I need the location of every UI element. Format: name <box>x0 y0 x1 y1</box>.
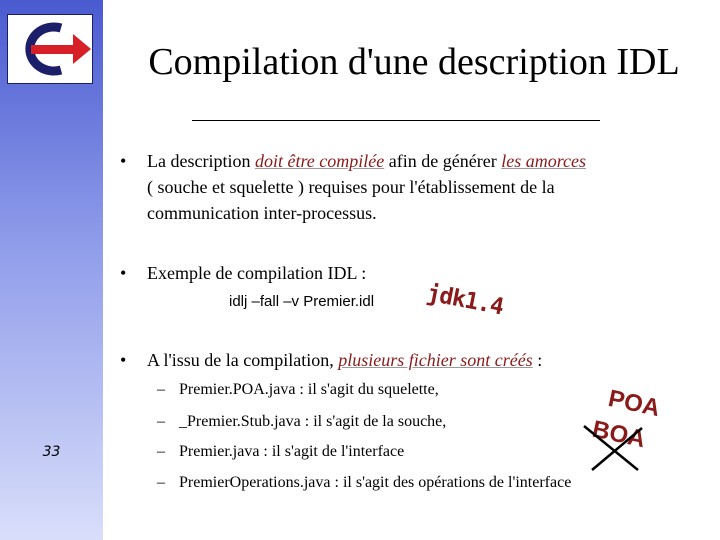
sub-marker: – <box>157 381 165 398</box>
emphasis-text: les amorces <box>501 151 587 171</box>
bullet-1-text <box>147 148 586 226</box>
bullet-1-text-part: afin de générer <box>384 151 502 171</box>
sub-item-text: Premier.java : il s'agit de l'interface <box>179 443 405 460</box>
emphasis-text: doit être compilée <box>254 151 385 171</box>
sidebar-band <box>0 0 103 540</box>
bullet-marker: • <box>120 350 127 370</box>
bullet-2-text: Exemple de compilation IDL : <box>147 263 367 283</box>
sub-marker: – <box>157 443 165 460</box>
strike-cross-icon <box>578 416 648 476</box>
bullet-1-line-2: ( souche et squelette ) requises pour l'établissement de la <box>147 177 555 197</box>
compile-command: idlj –fall –v Premier.idl <box>229 293 375 310</box>
page-number: 33 <box>42 444 61 460</box>
sub-item-text: _Premier.Stub.java : il s'agit de la souche, <box>179 413 447 430</box>
bullet-marker: • <box>120 151 127 171</box>
sub-item-text: Premier.POA.java : il s'agit du squelette, <box>179 381 439 398</box>
slide-title: Compilation d'une description IDL <box>148 41 680 83</box>
sub-marker: – <box>157 474 165 491</box>
poa-stamp: POA <box>605 384 663 423</box>
bullet-3-text-part: A l'issu de la compilation, <box>147 350 339 370</box>
bullet-3-text-part: : <box>532 350 543 370</box>
sub-marker: – <box>157 413 165 430</box>
emphasis-text: plusieurs fichier sont créés <box>338 350 533 370</box>
bullet-3-text <box>147 347 542 373</box>
jdk-version-stamp: jdk1.4 <box>424 280 506 321</box>
bullet-1-line-3: communication inter-processus. <box>147 203 377 223</box>
title-divider <box>192 120 600 121</box>
bullet-1-text-part: La description <box>147 151 255 171</box>
sub-item-text: PremierOperations.java : il s'agit des opérations de l'interface <box>179 474 572 491</box>
bullet-marker: • <box>120 263 127 283</box>
boa-stamp: BOA <box>589 415 648 454</box>
c-arrow-logo-icon <box>7 14 93 84</box>
